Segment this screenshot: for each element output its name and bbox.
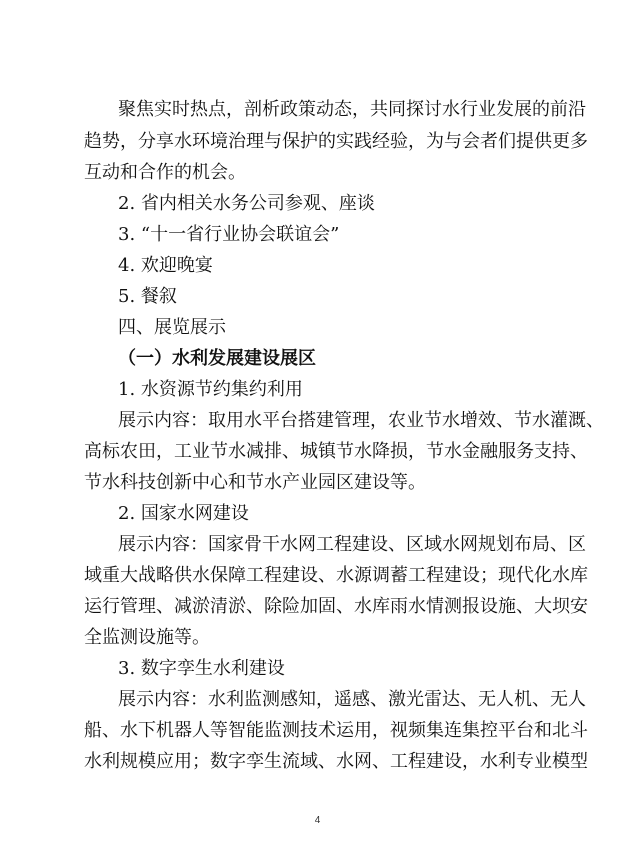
item-heading: 1. 水资源节约集约利用 — [118, 379, 303, 400]
paragraph-line: 高标农田，工业节水减排、城镇节水降损，节水金融服务支持、 — [84, 441, 588, 462]
paragraph-line: 节水科技创新中心和节水产业园区建设等。 — [84, 472, 426, 493]
subsection-heading: （一）水利发展建设展区 — [118, 348, 316, 369]
paragraph-line: 域重大战略供水保障工程建设、水源调蓄工程建设；现代化水库 — [84, 565, 588, 586]
paragraph-line: 展示内容：取用水平台搭建管理，农业节水增效、节水灌溉、 — [118, 410, 604, 431]
list-item: 4. 欢迎晚宴 — [118, 255, 213, 276]
page-number: 4 — [314, 815, 321, 826]
list-item: 2. 省内相关水务公司参观、座谈 — [118, 193, 375, 214]
paragraph-line: 趋势，分享水环境治理与保护的实践经验，为与会者们提供更多 — [84, 131, 588, 152]
paragraph-line: 全监测设施等。 — [84, 627, 210, 648]
list-item: 5. 餐叙 — [118, 286, 177, 307]
item-heading: 2. 国家水网建设 — [118, 503, 249, 524]
paragraph-line: 运行管理、减淤清淤、除险加固、水库雨水情测报设施、大坝安 — [84, 596, 588, 617]
paragraph-line: 船、水下机器人等智能监测技术运用，视频集连集控平台和北斗 — [84, 720, 588, 741]
section-heading: 四、展览展示 — [118, 317, 226, 338]
list-item: 3. “十一省行业协会联谊会” — [118, 224, 340, 245]
paragraph-line: 水利规模应用；数字孪生流域、水网、工程建设，水利专业模型 — [84, 751, 588, 772]
paragraph-line: 展示内容：水利监测感知，遥感、激光雷达、无人机、无人 — [118, 689, 586, 710]
paragraph-line: 展示内容：国家骨干水网工程建设、区域水网规划布局、区 — [118, 534, 586, 555]
paragraph-line: 互动和合作的机会。 — [84, 162, 246, 183]
paragraph-line: 聚焦实时热点，剖析政策动态，共同探讨水行业发展的前沿 — [118, 99, 586, 120]
item-heading: 3. 数字孪生水利建设 — [118, 658, 285, 679]
